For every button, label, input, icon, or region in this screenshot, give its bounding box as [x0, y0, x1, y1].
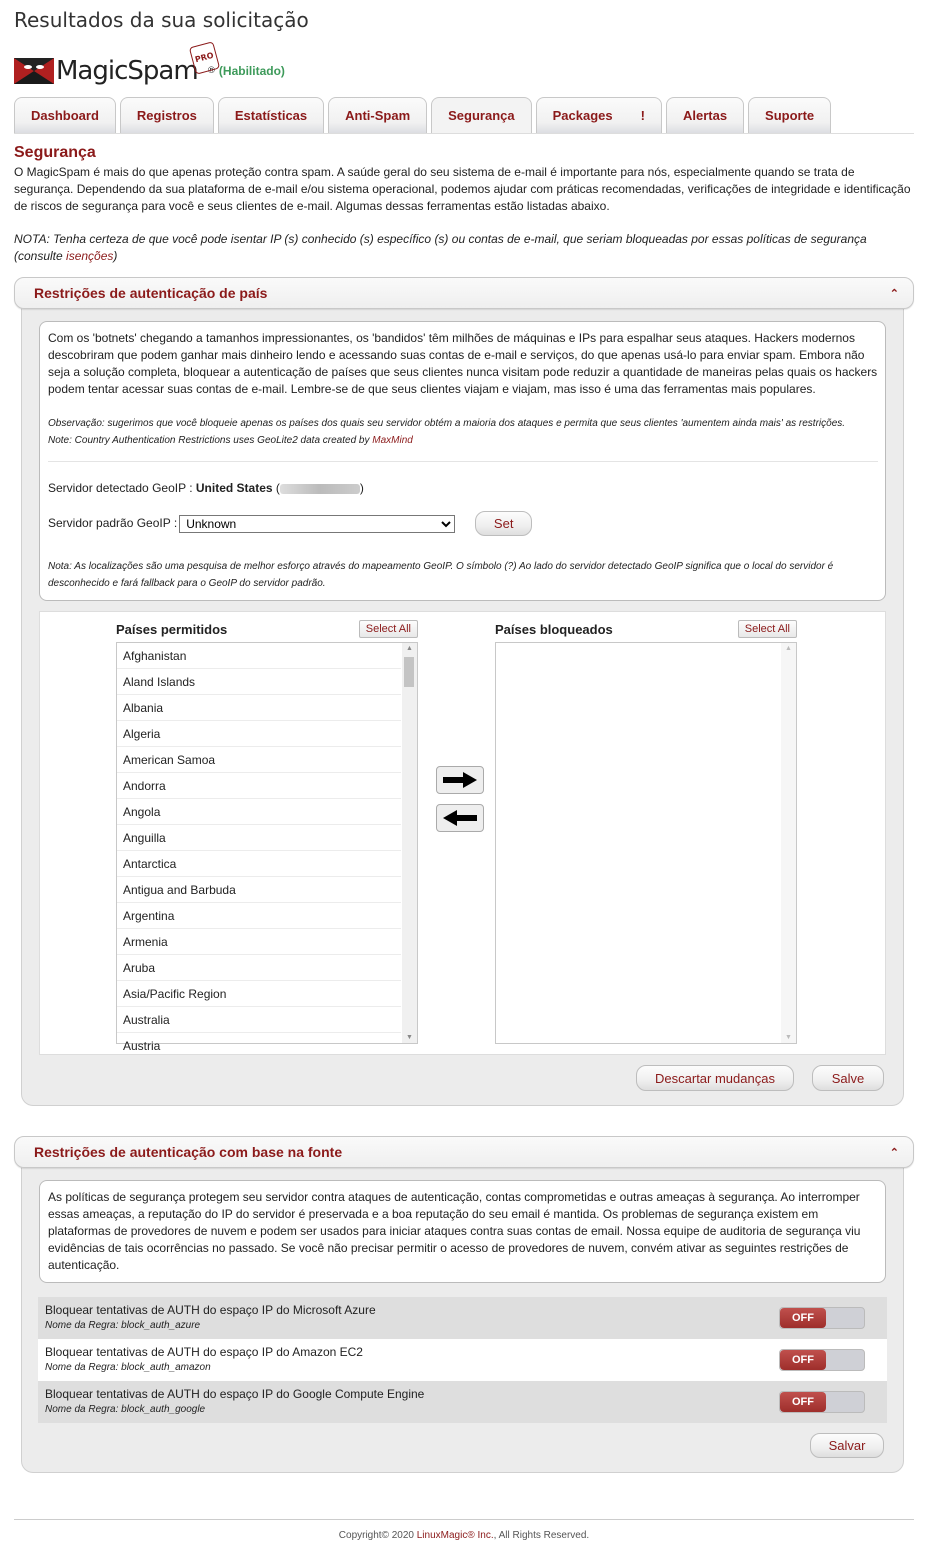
tab-label: Anti-Spam — [345, 108, 411, 123]
geolite-text: Note: Country Authentication Restrictions uses GeoLite2 data created by — [48, 435, 373, 446]
salvar-button[interactable]: Salvar — [810, 1433, 884, 1458]
geoip-note: Nota: As localizações são uma pesquisa de melhor esforço através do mapeamento GeoIP. O símbolo (?) Ao lado do servidor detectado GeoIP significa que o local do servidor é desconhecido e fará fallback para o GeoIP do servidor padrão. — [48, 561, 834, 589]
allowed-countries-column — [116, 618, 418, 1053]
redacted-ip — [280, 484, 360, 494]
country-option[interactable]: Algeria — [117, 721, 401, 747]
country-option[interactable]: Angola — [117, 799, 401, 825]
exemption-note — [14, 231, 914, 265]
scroll-down-icon[interactable]: ▼ — [785, 1034, 792, 1041]
scroll-thumb[interactable] — [404, 657, 414, 687]
country-option[interactable]: Antarctica — [117, 851, 401, 877]
discard-changes-button[interactable]: Descartar mudanças — [636, 1065, 794, 1091]
country-info-box — [39, 321, 886, 601]
rule-name: Nome da Regra: block_auth_azure — [45, 1319, 201, 1331]
main-tabs — [14, 96, 914, 134]
tab-label: Dashboard — [31, 108, 99, 123]
alert-icon: ! — [640, 108, 645, 123]
rule-label: Bloquear tentativas de AUTH do espaço IP do Amazon EC2 — [45, 1344, 363, 1359]
scrollbar[interactable] — [402, 643, 417, 1043]
rule-name: Nome da Regra: block_auth_amazon — [45, 1361, 211, 1373]
rule-text — [45, 1303, 376, 1334]
save-button[interactable]: Salve — [812, 1065, 884, 1091]
toggle-state: OFF — [780, 1350, 826, 1370]
source-panel-header[interactable] — [14, 1136, 914, 1168]
scroll-up-icon[interactable]: ▲ — [406, 645, 413, 652]
note-text: NOTA: Tenha certeza de que você pode isentar IP (s) conhecido (s) específico (s) ou contas de e-mail, que seriam bloqueadas por essas políticas de segurança (consulte — [14, 232, 867, 263]
pro-badge: PRO — [189, 41, 220, 74]
country-option[interactable]: Antigua and Barbuda — [117, 877, 401, 903]
logo-name: MagicSpam — [56, 56, 198, 86]
tab-label: Alertas — [682, 108, 728, 123]
country-option[interactable]: Asia/Pacific Region — [117, 981, 401, 1007]
move-to-allowed-button[interactable] — [436, 804, 484, 832]
status-badge: (Habilitado) — [218, 64, 285, 78]
logo-wordmark — [56, 50, 215, 86]
move-to-blocked-button[interactable] — [436, 766, 484, 794]
exemptions-link[interactable]: isenções — [66, 249, 114, 263]
country-option[interactable]: Andorra — [117, 773, 401, 799]
tab-label: Registros — [136, 108, 197, 123]
set-button[interactable]: Set — [475, 511, 532, 536]
block-azure-toggle[interactable] — [779, 1307, 865, 1329]
source-panel-body — [21, 1164, 904, 1473]
select-all-blocked-button[interactable]: Select All — [738, 620, 797, 638]
source-auth-panel — [14, 1136, 914, 1473]
toggle-state: OFF — [780, 1392, 826, 1412]
note-suffix: ) — [113, 249, 118, 263]
tab-label: Packages — [552, 108, 613, 123]
country-option[interactable]: Albania — [117, 695, 401, 721]
rule-row-amazon — [38, 1339, 887, 1381]
detected-geoip-row: Servidor detectado GeoIP : United States ( ) — [48, 481, 364, 495]
select-all-allowed-button[interactable]: Select All — [359, 620, 418, 638]
copyright-text: Copyright© 2020 — [338, 1530, 417, 1541]
section-heading: Segurança — [14, 144, 96, 161]
allowed-header — [116, 618, 418, 640]
page-title: Resultados da sua solicitação — [14, 8, 309, 32]
country-option[interactable]: Afghanistan — [117, 643, 401, 669]
block-google-toggle[interactable] — [779, 1391, 865, 1413]
chevron-up-icon[interactable]: ⌃ — [889, 287, 899, 300]
scroll-up-icon[interactable]: ▲ — [785, 645, 792, 652]
tab-label: Estatísticas — [234, 108, 308, 123]
country-panel-header[interactable] — [14, 277, 914, 309]
allowed-title: Países permitidos — [116, 621, 228, 637]
rule-label: Bloquear tentativas de AUTH do espaço IP do Microsoft Azure — [45, 1302, 376, 1317]
country-option[interactable]: Aruba — [117, 955, 401, 981]
divider — [48, 461, 878, 462]
tab-anti-spam[interactable] — [328, 97, 427, 133]
country-option[interactable]: Australia — [117, 1007, 401, 1033]
country-selector — [39, 611, 886, 1055]
blocked-header — [495, 618, 797, 640]
rule-name: Nome da Regra: block_auth_google — [45, 1403, 206, 1415]
geolite-note — [48, 432, 878, 449]
block-amazon-toggle[interactable] — [779, 1349, 865, 1371]
maxmind-link[interactable]: MaxMind — [372, 435, 413, 446]
tab-seguranca[interactable] — [431, 97, 531, 133]
tab-packages[interactable] — [536, 97, 662, 133]
rule-text — [45, 1387, 424, 1418]
blocked-countries-list[interactable] — [495, 642, 797, 1044]
country-option[interactable]: Armenia — [117, 929, 401, 955]
panel-title: Restrições de autenticação com base na fonte — [34, 1144, 343, 1160]
panel-title: Restrições de autenticação de país — [34, 285, 268, 301]
tab-registros[interactable] — [120, 97, 214, 133]
blocked-countries-column — [495, 618, 797, 1044]
rule-row-google — [38, 1381, 887, 1423]
country-description: Com os 'botnets' chegando a tamanhos impressionantes, os 'bandidos' têm milhões de máquinas e IPs para espalhar seus ataques. Hackers modernos descobriram que podem ganhar mais dinheiro lendo e acessando suas contas de e-mail e serviços, do que apenas usá-lo para enviar spam. Embora não seja a solução completa, bloquear a autenticação de países que seus clientes nunca visitam pode reduzir a quantidade de maneiras pelas quais os hackers podem tentar acessar suas contas de e-mail. Lembre-se de que seus clientes viajam e viajam, mas isso é uma das ferramentas mais populares. — [48, 331, 878, 396]
default-label: Servidor padrão GeoIP : — [48, 516, 178, 530]
footer — [14, 1520, 914, 1558]
detected-label: Servidor detectado GeoIP : — [48, 481, 193, 495]
rule-list — [38, 1297, 887, 1423]
country-option[interactable]: American Samoa — [117, 747, 401, 773]
chevron-up-icon[interactable]: ⌃ — [889, 1146, 899, 1159]
rule-text — [45, 1345, 363, 1376]
blocked-title: Países bloqueados — [495, 621, 613, 637]
country-panel-body — [21, 305, 904, 1106]
toggle-state: OFF — [780, 1308, 826, 1328]
arrow-right-icon — [443, 772, 477, 788]
country-option[interactable]: Austria — [117, 1033, 401, 1059]
detected-value: United States — [195, 481, 273, 495]
rule-label: Bloquear tentativas de AUTH do espaço IP do Google Compute Engine — [45, 1386, 425, 1401]
country-option[interactable]: Aland Islands — [117, 669, 401, 695]
logo — [14, 44, 914, 88]
country-option[interactable]: Argentina — [117, 903, 401, 929]
country-actions — [39, 1065, 886, 1091]
arrow-left-icon — [443, 810, 477, 826]
rights-text: , All Rights Reserved. — [493, 1530, 590, 1541]
default-geoip-select[interactable] — [179, 515, 455, 533]
tab-suporte[interactable] — [748, 97, 831, 133]
tab-label: Segurança — [448, 108, 515, 123]
magicspam-logo-icon — [14, 58, 54, 84]
registered-mark: ® — [206, 66, 215, 76]
scrollbar[interactable] — [781, 643, 796, 1043]
observation-note: Observação: sugerimos que você bloqueie apenas os países dos quais seu servidor obtém a maioria dos ataques e permita que seus clientes 'aumentem ainda mais' as restrições. — [48, 418, 846, 429]
allowed-countries-list[interactable] — [116, 642, 418, 1053]
tab-label: Suporte — [765, 108, 815, 123]
source-actions — [39, 1433, 886, 1458]
tab-alertas[interactable] — [666, 97, 744, 133]
country-auth-panel — [14, 277, 914, 1106]
country-option[interactable]: Anguilla — [117, 825, 401, 851]
source-info-box — [39, 1180, 886, 1283]
intro-text: O MagicSpam é mais do que apenas proteção contra spam. A saúde geral do seu sistema de e-mail é importante para nós, especialmente quando se trata de segurança. Dependendo da sua plataforma de e-mail e/ou sistema operacional, podemos ajudar com práticas recomendadas, verificações de integridade e identificação de riscos de segurança para você e seus clientes de e-mail. Algumas dessas ferramentas estão listadas abaixo. — [14, 165, 911, 213]
rule-row-azure — [38, 1297, 887, 1339]
tab-estatisticas[interactable] — [218, 97, 324, 133]
default-geoip-row — [48, 511, 878, 536]
tab-dashboard[interactable] — [14, 97, 116, 133]
source-description: As políticas de segurança protegem seu servidor contra ataques de autenticação, contas comprometidas e outras ameaças à segurança. Ao interromper essas ameaças, a reputação do IP do servidor é preservada e a boa reputação do seu email é mantida. Os problemas de segurança existem em plataformas de provedores de nuvem e podem ser usados para iniciar ataques contra suas contas de email. Nossa equipe de auditoria de segurança viu evidências de tais ocorrências no passado. Se você não precisar permitir o acesso de provedores de nuvem, convém ativar as seguintes restrições de autenticação. — [48, 1190, 861, 1272]
scroll-down-icon[interactable]: ▼ — [406, 1034, 413, 1041]
linuxmagic-link[interactable]: LinuxMagic® Inc. — [416, 1530, 494, 1541]
